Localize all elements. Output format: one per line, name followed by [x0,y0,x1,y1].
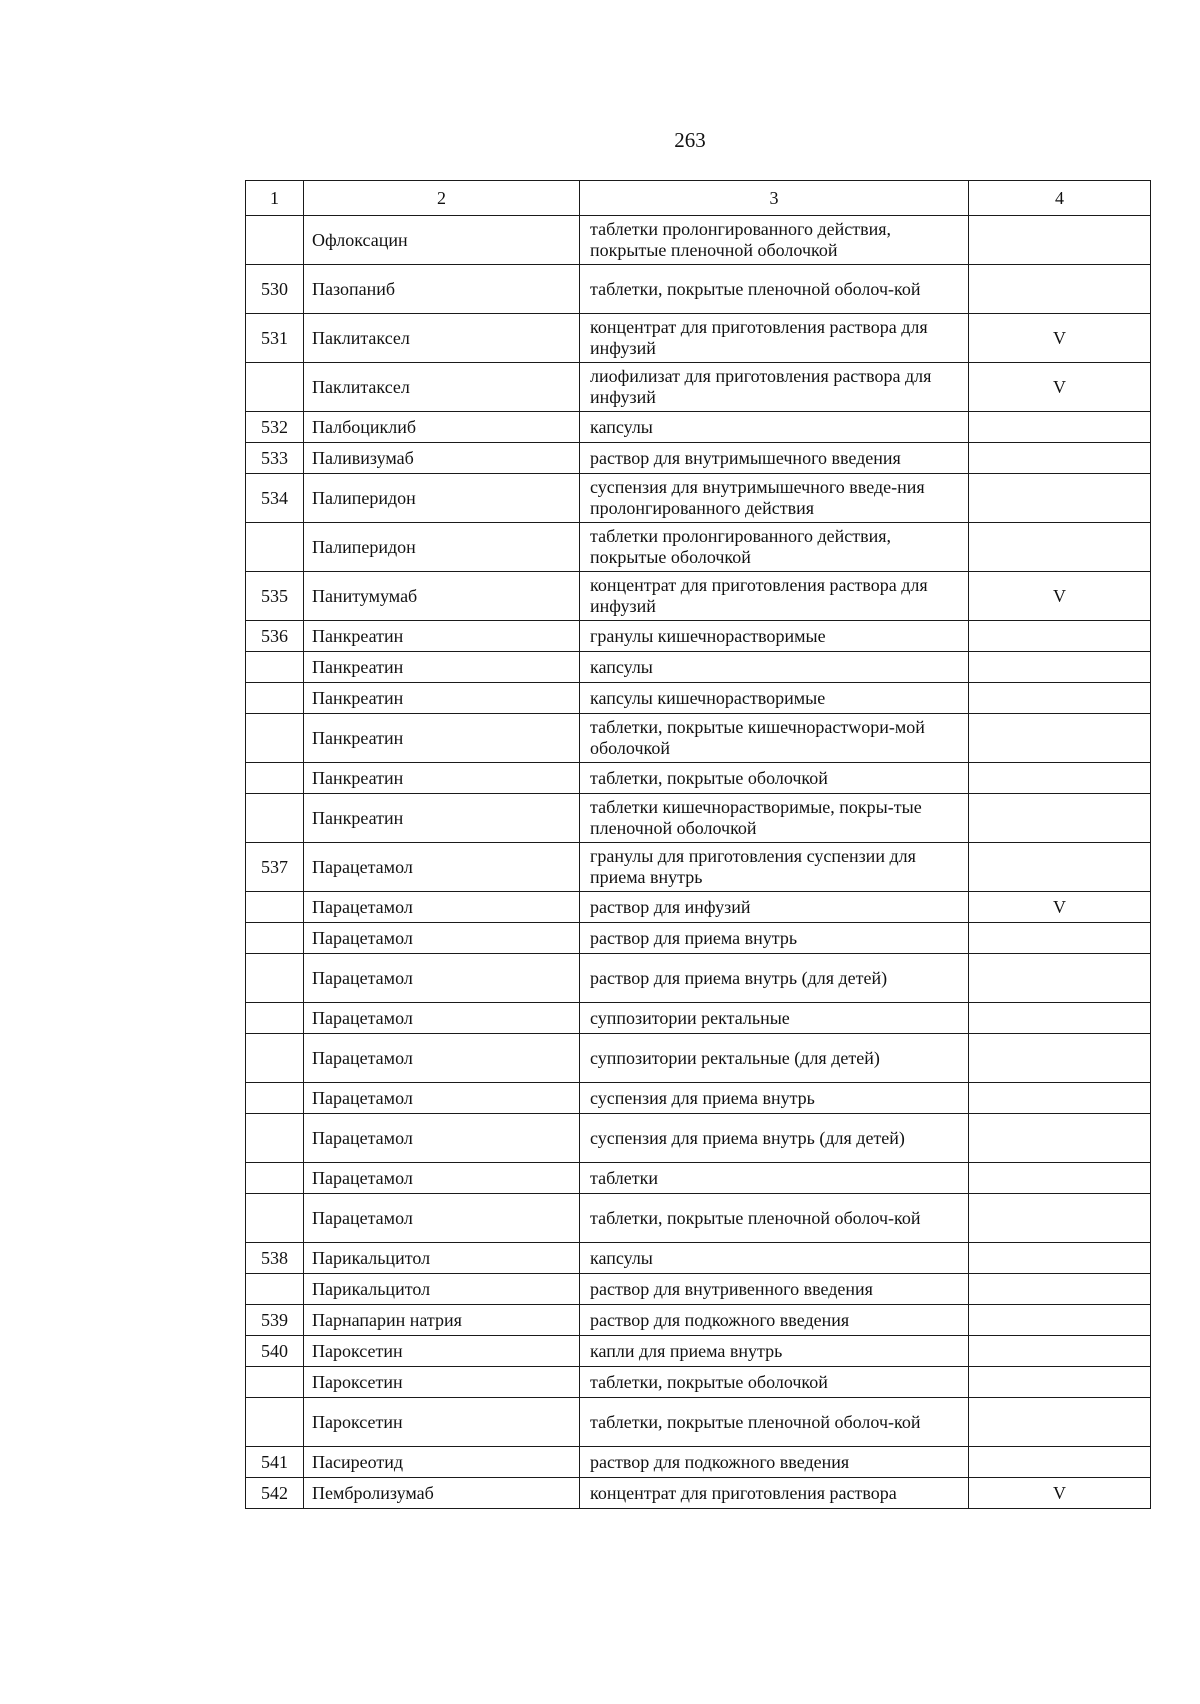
medicine-table [245,180,1151,1509]
mark-cell [969,474,1151,523]
row-number-cell [246,1114,304,1163]
table-row [246,843,1151,892]
dosage-form-cell: суспензия для внутримышечного введе-ния пролонгированного действия [580,474,969,523]
mark-cell [969,652,1151,683]
row-number-cell [246,1163,304,1194]
mark-cell [969,714,1151,763]
column-header-3: 3 [580,181,969,216]
row-number-cell [246,1274,304,1305]
table-row [246,443,1151,474]
drug-name-cell: Пасиреотид [304,1447,580,1478]
row-number-cell [246,763,304,794]
drug-name-cell: Панитумумаб [304,572,580,621]
table-row [246,923,1151,954]
dosage-form-cell: раствор для приема внутрь (для детей) [580,954,969,1003]
table-row [246,1447,1151,1478]
table-row [246,1274,1151,1305]
drug-name-cell: Пароксетин [304,1367,580,1398]
mark-cell [969,1274,1151,1305]
mark-cell: V [969,1478,1151,1509]
drug-name-cell: Парацетамол [304,1034,580,1083]
row-number-cell [246,523,304,572]
table-row [246,1003,1151,1034]
table-header-row [246,181,1151,216]
row-number-cell [246,1083,304,1114]
dosage-form-cell: таблетки, покрытые оболочкой [580,1367,969,1398]
drug-name-cell: Паливизумаб [304,443,580,474]
table-row [246,523,1151,572]
drug-name-cell: Панкреатин [304,794,580,843]
table-row [246,794,1151,843]
row-number-cell [246,714,304,763]
dosage-form-cell: концентрат для приготовления раствора для инфузий [580,572,969,621]
drug-name-cell: Пароксетин [304,1336,580,1367]
dosage-form-cell: капсулы кишечнорастворимые [580,683,969,714]
table-row [246,1336,1151,1367]
row-number-cell [246,892,304,923]
dosage-form-cell: гранулы кишечнорастворимые [580,621,969,652]
dosage-form-cell: капсулы [580,652,969,683]
row-number-cell: 539 [246,1305,304,1336]
drug-name-cell: Панкреатин [304,683,580,714]
mark-cell [969,1163,1151,1194]
table-row [246,1114,1151,1163]
drug-name-cell: Парацетамол [304,1114,580,1163]
mark-cell [969,1083,1151,1114]
dosage-form-cell: суппозитории ректальные [580,1003,969,1034]
drug-name-cell: Палбоциклиб [304,412,580,443]
row-number-cell [246,954,304,1003]
table-row [246,1367,1151,1398]
drug-name-cell: Пароксетин [304,1398,580,1447]
dosage-form-cell: раствор для подкожного введения [580,1305,969,1336]
row-number-cell [246,363,304,412]
mark-cell: V [969,314,1151,363]
table-row [246,1083,1151,1114]
mark-cell [969,265,1151,314]
table-row [246,621,1151,652]
mark-cell [969,843,1151,892]
dosage-form-cell: таблетки, покрытые кишечнорастwори-мой оболочкой [580,714,969,763]
mark-cell [969,621,1151,652]
drug-name-cell: Парацетамол [304,1194,580,1243]
mark-cell [969,683,1151,714]
drug-name-cell: Офлоксацин [304,216,580,265]
row-number-cell [246,1194,304,1243]
dosage-form-cell: капсулы [580,1243,969,1274]
dosage-form-cell: лиофилизат для приготовления раствора для инфузий [580,363,969,412]
dosage-form-cell: таблетки кишечнорастворимые, покры-тые пленочной оболочкой [580,794,969,843]
table-row [246,1478,1151,1509]
table-row [246,1398,1151,1447]
table-row [246,763,1151,794]
row-number-cell [246,1034,304,1083]
drug-name-cell: Парацетамол [304,892,580,923]
row-number-cell: 530 [246,265,304,314]
row-number-cell: 536 [246,621,304,652]
table-row [246,683,1151,714]
drug-name-cell: Панкреатин [304,621,580,652]
drug-name-cell: Панкреатин [304,714,580,763]
mark-cell [969,923,1151,954]
row-number-cell: 531 [246,314,304,363]
mark-cell [969,523,1151,572]
dosage-form-cell: гранулы для приготовления суспензии для приема внутрь [580,843,969,892]
table-row [246,892,1151,923]
mark-cell [969,443,1151,474]
mark-cell [969,412,1151,443]
dosage-form-cell: капли для приема внутрь [580,1336,969,1367]
table-row [246,314,1151,363]
dosage-form-cell: суппозитории ректальные (для детей) [580,1034,969,1083]
drug-name-cell: Паклитаксел [304,314,580,363]
table-row [246,1034,1151,1083]
mark-cell [969,1034,1151,1083]
row-number-cell [246,1398,304,1447]
table-row [246,1305,1151,1336]
row-number-cell [246,923,304,954]
mark-cell [969,954,1151,1003]
drug-name-cell: Парацетамол [304,1163,580,1194]
dosage-form-cell: концентрат для приготовления раствора для инфузий [580,314,969,363]
table-row [246,1243,1151,1274]
row-number-cell: 537 [246,843,304,892]
drug-name-cell: Парикальцитол [304,1243,580,1274]
table-row [246,714,1151,763]
drug-name-cell: Панкреатин [304,652,580,683]
mark-cell: V [969,892,1151,923]
mark-cell [969,1114,1151,1163]
mark-cell [969,1194,1151,1243]
row-number-cell: 542 [246,1478,304,1509]
dosage-form-cell: суспензия для приема внутрь (для детей) [580,1114,969,1163]
drug-name-cell: Парацетамол [304,1083,580,1114]
mark-cell [969,1447,1151,1478]
dosage-form-cell: концентрат для приготовления раствора [580,1478,969,1509]
table-row [246,363,1151,412]
drug-name-cell: Парикальцитол [304,1274,580,1305]
row-number-cell: 532 [246,412,304,443]
drug-name-cell: Пембролизумаб [304,1478,580,1509]
dosage-form-cell: раствор для внутримышечного введения [580,443,969,474]
table-row [246,572,1151,621]
mark-cell [969,1243,1151,1274]
column-header-2: 2 [304,181,580,216]
mark-cell [969,1336,1151,1367]
page-number: 263 [674,128,706,152]
row-number-cell: 541 [246,1447,304,1478]
table-row [246,1194,1151,1243]
drug-name-cell: Парнапарин натрия [304,1305,580,1336]
row-number-cell [246,216,304,265]
column-header-4: 4 [969,181,1151,216]
row-number-cell: 538 [246,1243,304,1274]
mark-cell [969,1367,1151,1398]
mark-cell [969,763,1151,794]
row-number-cell: 534 [246,474,304,523]
dosage-form-cell: таблетки, покрытые оболочкой [580,763,969,794]
drug-name-cell: Палиперидон [304,474,580,523]
row-number-cell: 540 [246,1336,304,1367]
table-row [246,265,1151,314]
table-row [246,652,1151,683]
drug-name-cell: Парацетамол [304,843,580,892]
dosage-form-cell: раствор для приема внутрь [580,923,969,954]
table-row [246,474,1151,523]
table-row [246,1163,1151,1194]
dosage-form-cell: капсулы [580,412,969,443]
dosage-form-cell: таблетки [580,1163,969,1194]
mark-cell: V [969,363,1151,412]
column-header-1: 1 [246,181,304,216]
dosage-form-cell: раствор для подкожного введения [580,1447,969,1478]
row-number-cell [246,1003,304,1034]
row-number-cell [246,683,304,714]
table-row [246,412,1151,443]
row-number-cell: 533 [246,443,304,474]
dosage-form-cell: раствор для внутривенного введения [580,1274,969,1305]
drug-name-cell: Парацетамол [304,954,580,1003]
dosage-form-cell: таблетки, покрытые пленочной оболоч-кой [580,1194,969,1243]
table-row [246,954,1151,1003]
drug-name-cell: Панкреатин [304,763,580,794]
drug-name-cell: Палиперидон [304,523,580,572]
mark-cell [969,1305,1151,1336]
mark-cell [969,794,1151,843]
dosage-form-cell: суспензия для приема внутрь [580,1083,969,1114]
dosage-form-cell: таблетки пролонгированного действия, покрытые пленочной оболочкой [580,216,969,265]
row-number-cell [246,794,304,843]
mark-cell: V [969,572,1151,621]
dosage-form-cell: таблетки, покрытые пленочной оболоч-кой [580,265,969,314]
drug-name-cell: Парацетамол [304,1003,580,1034]
mark-cell [969,1003,1151,1034]
row-number-cell: 535 [246,572,304,621]
dosage-form-cell: таблетки пролонгированного действия, покрытые оболочкой [580,523,969,572]
drug-name-cell: Пазопаниб [304,265,580,314]
mark-cell [969,1398,1151,1447]
table-row [246,216,1151,265]
dosage-form-cell: раствор для инфузий [580,892,969,923]
row-number-cell [246,1367,304,1398]
mark-cell [969,216,1151,265]
row-number-cell [246,652,304,683]
dosage-form-cell: таблетки, покрытые пленочной оболоч-кой [580,1398,969,1447]
drug-name-cell: Парацетамол [304,923,580,954]
drug-name-cell: Паклитаксел [304,363,580,412]
